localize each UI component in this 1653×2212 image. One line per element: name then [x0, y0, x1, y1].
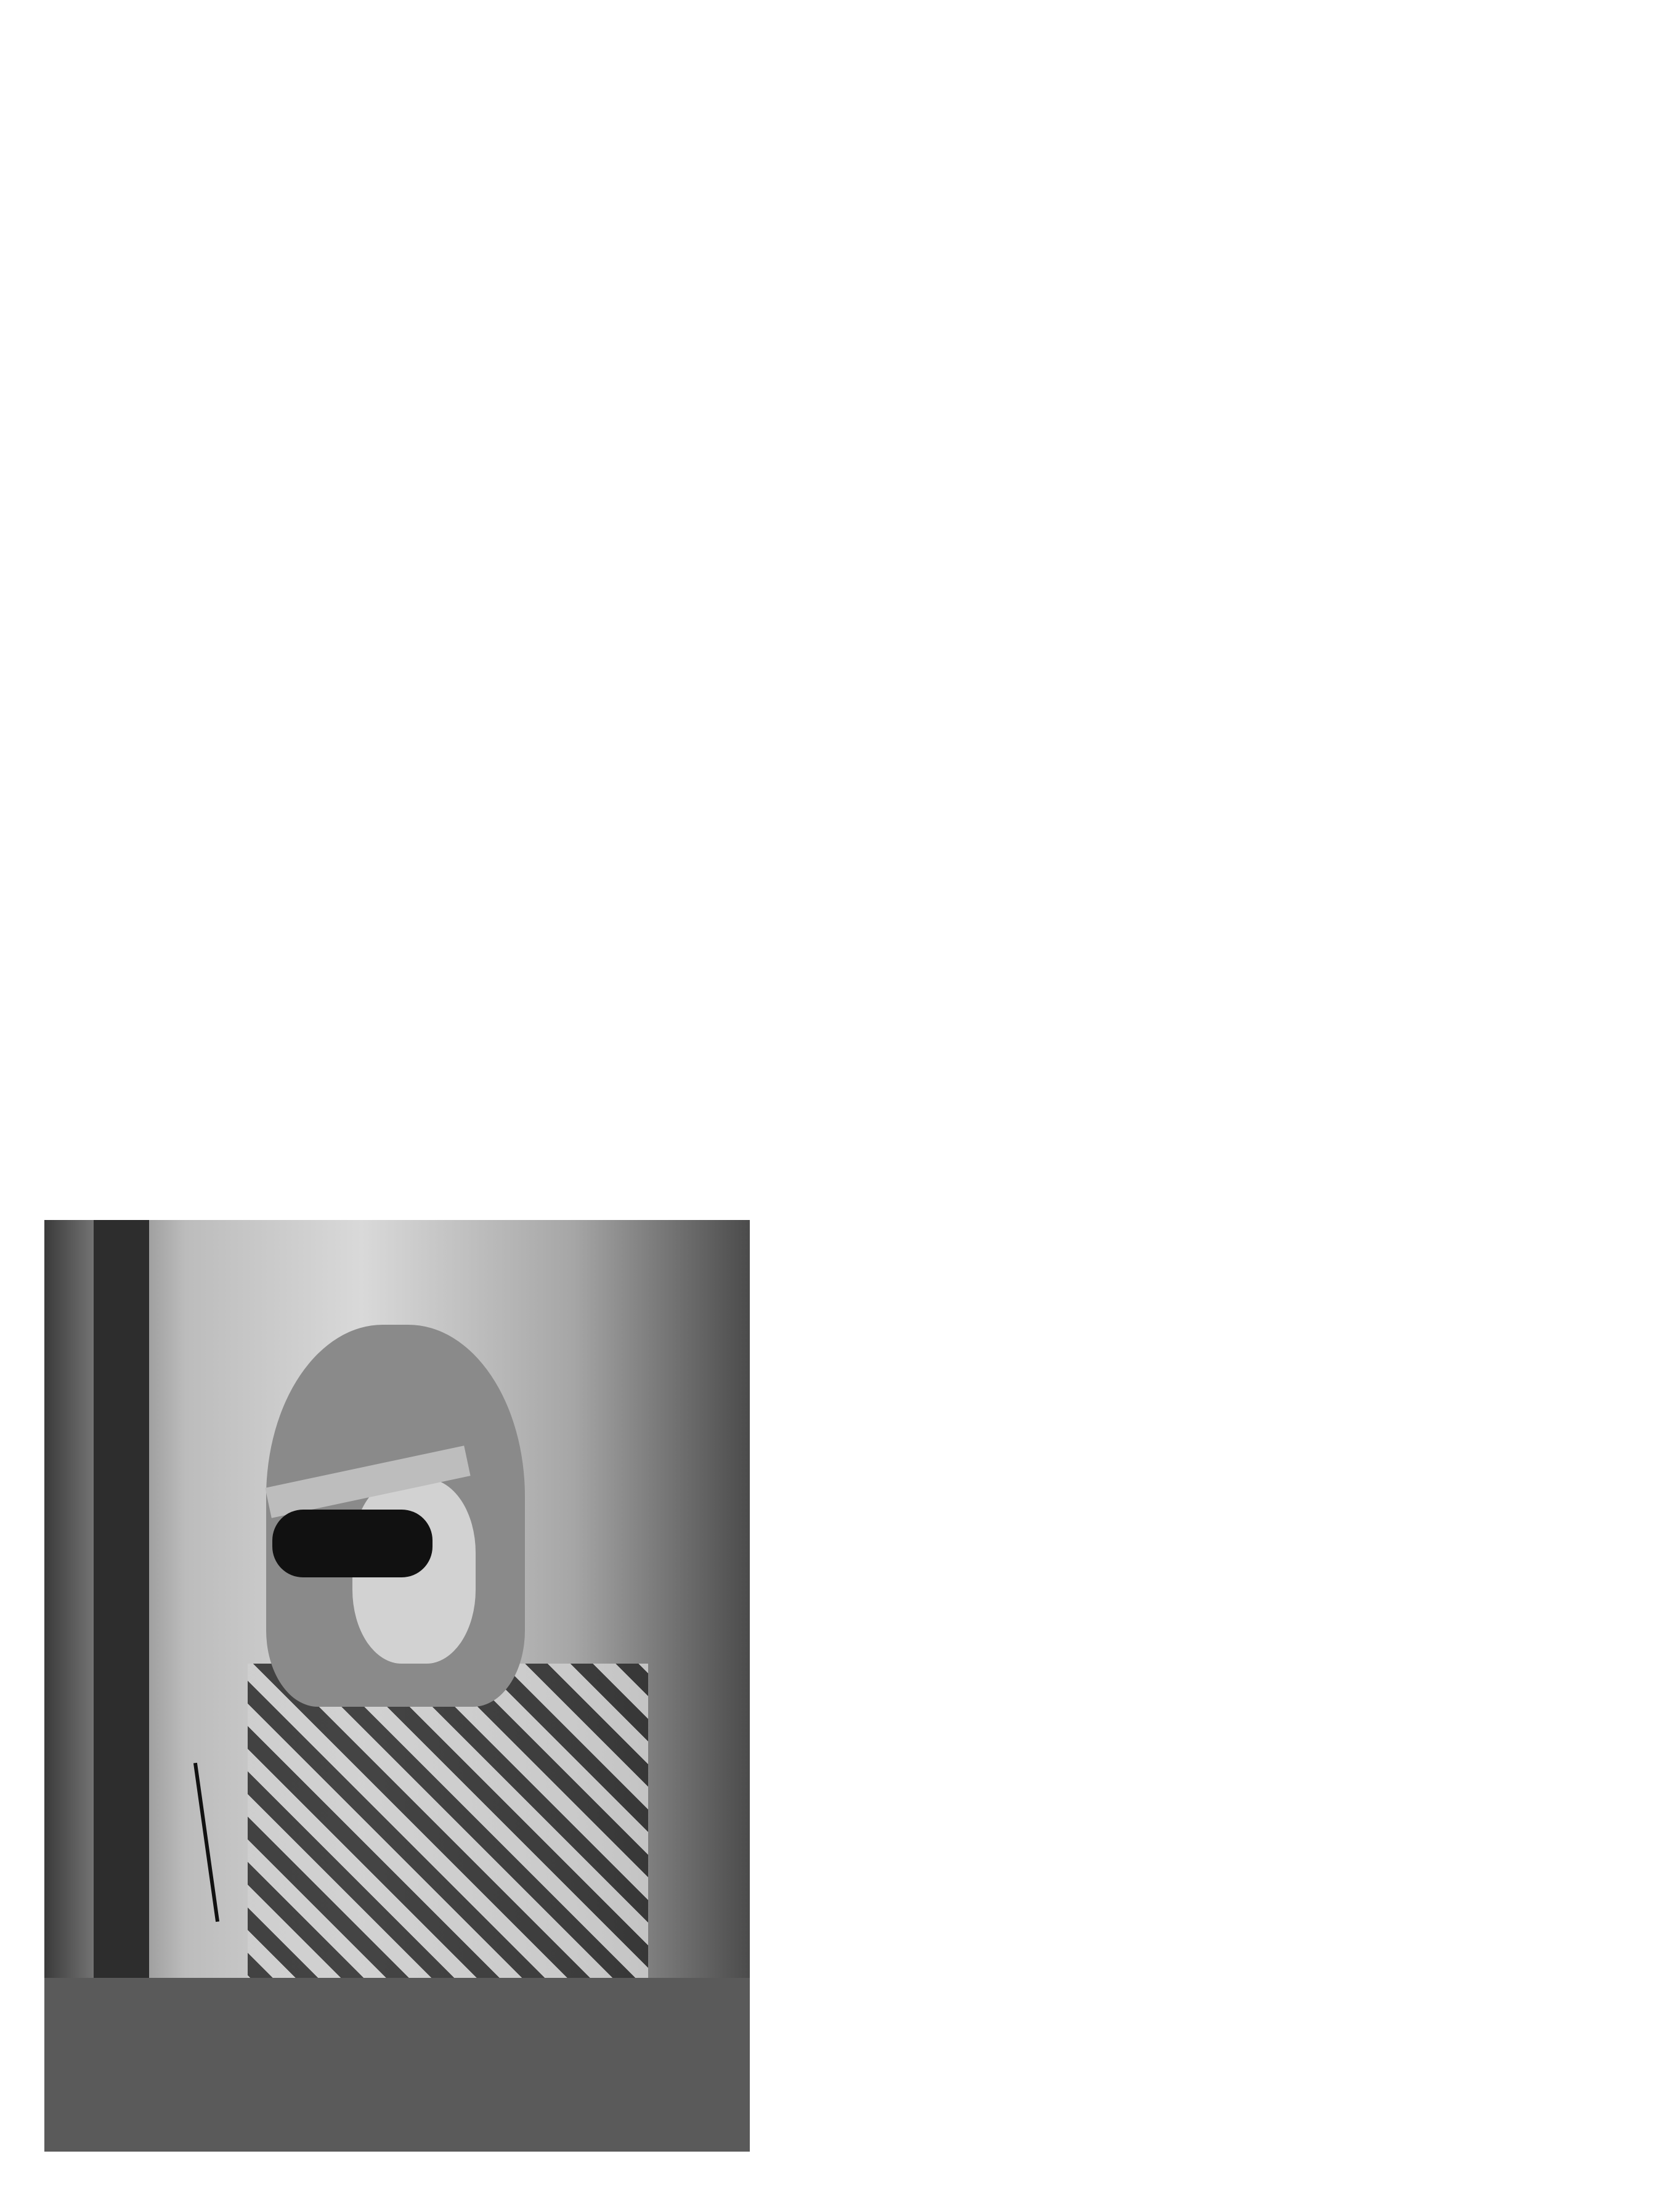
welding-student-photo	[44, 1220, 750, 2152]
photo-welding-rod	[193, 1763, 219, 1922]
photo-goggles	[272, 1510, 433, 1577]
photo-workbench	[44, 1978, 750, 2152]
